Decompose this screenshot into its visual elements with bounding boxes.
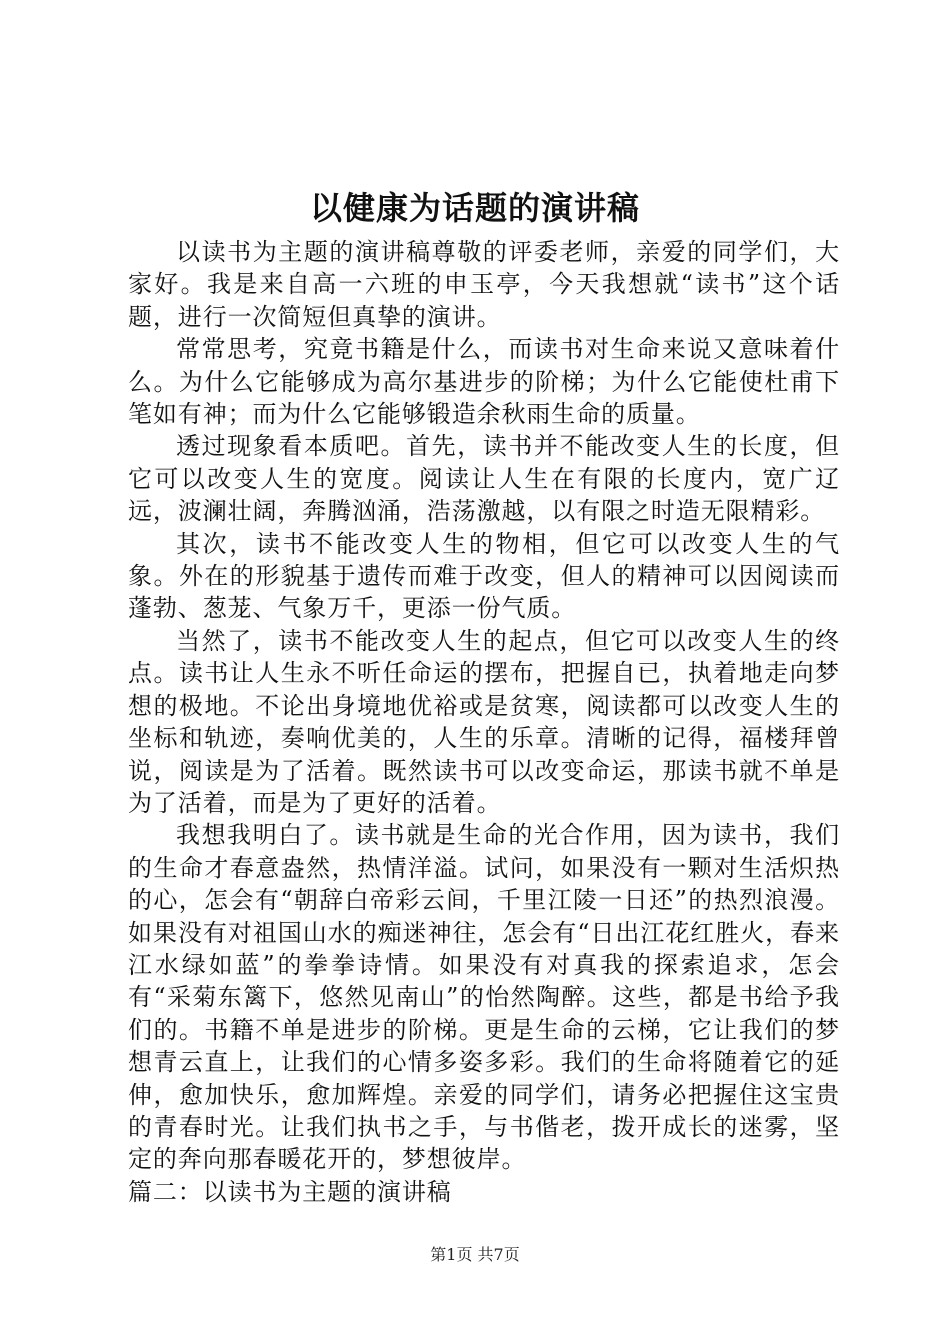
paragraph-5: 当然了，读书不能改变人生的起点，但它可以改变人生的终点。读书让人生永不听任命运的摆布，把握自已，执着地走向梦想的极地。不论出身境地优裕或是贫寒，阅读都可以改变人生的坐标和轨迹，奏响优美的，人生的乐章。清晰的记得，福楼拜曾说，阅读是为了活着。既然读书可以改变命运，那读书就不单是为了活着，而是为了更好的活着。 [128, 626, 840, 817]
page-number-footer: 第1页 共7页 [430, 1245, 520, 1264]
paragraph-1: 以读书为主题的演讲稿尊敬的评委老师，亲爱的同学们，大家好。我是来自高一六班的申玉亭，今天我想就“读书”这个话题，进行一次简短但真挚的演讲。 [128, 238, 840, 331]
paragraph-6: 我想我明白了。读书就是生命的光合作用，因为读书，我们的生命才春意盎然，热情洋溢。试问，如果没有一颗对生活炽热的心，怎会有“朝辞白帝彩云间，千里江陵一日还”的热烈浪漫。如果没有对祖国山水的痴迷神往，怎会有“日出江花红胜火，春来江水绿如蓝”的拳拳诗情。如果没有对真我的探索追求，怎会有“采菊东篱下，悠然见南山”的怡然陶醉。这些，都是书给予我们的。书籍不单是进步的阶梯。更是生命的云梯，它让我们的梦想青云直上，让我们的心情多姿多彩。我们的生命将随着它的延伸，愈加快乐，愈加辉煌。亲爱的同学们，请务必把握住这宝贵的青春时光。让我们执书之手，与书偕老，拨开成长的迷雾，坚定的奔向那春暖花开的，梦想彼岸。 [128, 821, 840, 1174]
section-heading: 篇二：以读书为主题的演讲稿 [128, 1177, 452, 1206]
paragraph-3: 透过现象看本质吧。首先，读书并不能改变人生的长度，但它可以改变人生的宽度。阅读让人生在有限的长度内，宽广辽远，波澜壮阔，奔腾汹涌，浩荡激越，以有限之时造无限精彩。 [128, 432, 840, 526]
paragraph-2: 常常思考，究竟书籍是什么，而读书对生命来说又意味着什么。为什么它能够成为高尔基进步的阶梯；为什么它能使杜甫下笔如有神；而为什么它能够锻造余秋雨生命的质量。 [128, 335, 840, 429]
paragraph-4: 其次，读书不能改变人生的物相，但它可以改变人生的气象。外在的形貌基于遗传而难于改变，但人的精神可以因阅读而蓬勃、葱茏、气象万千，更添一份气质。 [128, 529, 840, 623]
document-title: 以健康为话题的演讲稿 [309, 189, 640, 227]
document-body [128, 236, 840, 1208]
